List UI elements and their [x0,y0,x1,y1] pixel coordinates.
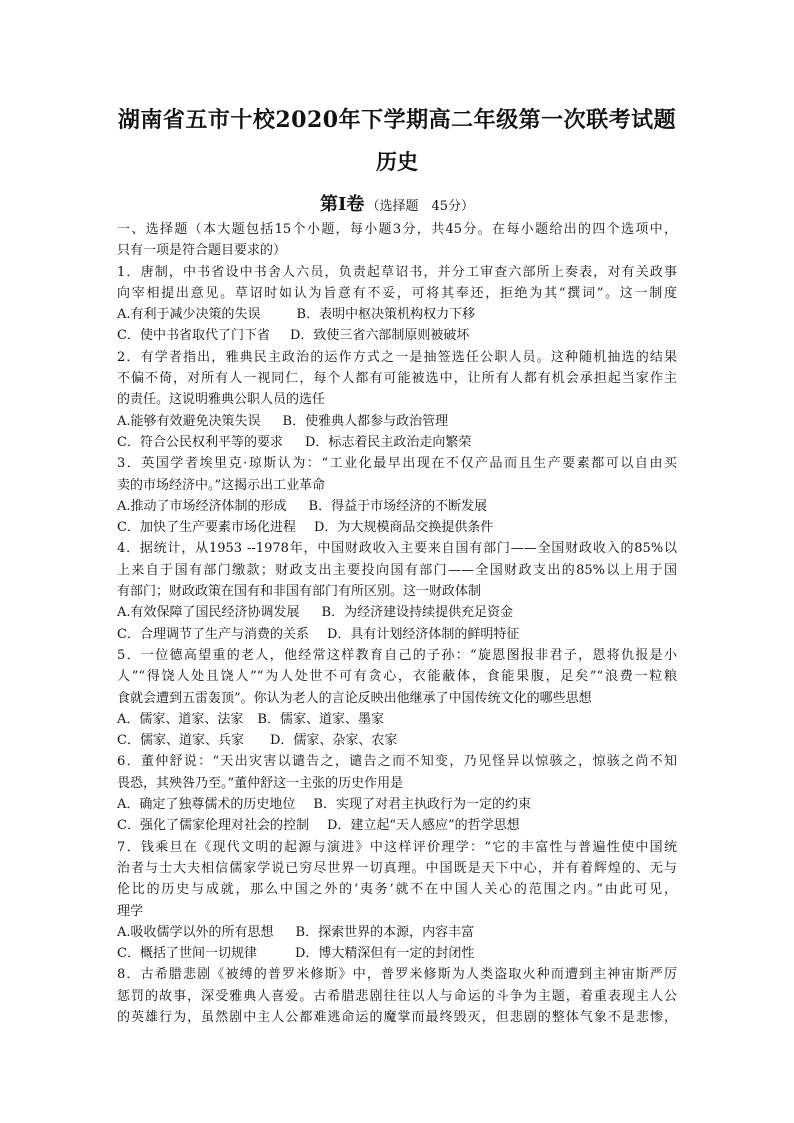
question-2-text: 的责任。这说明雅典公职人员的选任 [117,392,326,408]
question-7-options-row [117,943,677,964]
option-d: D．儒家、杂家、农家 [269,733,398,749]
question-6-options-row [117,815,677,836]
option-b: B．为经济建设持续提供充足资金 [321,605,514,621]
question-8-text: 的英雄行为，虽然剧中主人公都难逃命运的魔掌而最终毁灭，但悲剧的整体气象不是悲惨， [117,1009,677,1025]
question-2-options-row [117,432,677,453]
question-2-options-row [117,411,677,432]
option-a: A.有效保障了国民经济协调发展 [117,605,300,621]
option-c: C．强化了儒家伦理对社会的控制 [117,818,309,834]
question-6-text: 6．董仲舒说：“天出灾害以谴告之，谴告之而不知变，乃见怪异以惊骇之，惊骇之尚不知 [117,754,677,770]
option-c: C．符合公民权利平等的要求 [117,434,283,450]
question-1-text: 向宰相提出意见。草诏时如认为旨意有不妥，可将其奉还，拒绝为其“撰词”。这一制度 [117,285,677,301]
option-b: B．探索世界的本源，内容丰富 [295,924,475,940]
question-5-text: 人”“得饶人处且饶人”“为人处世不可有贪心，衣能蔽体，食能果腹，足矣”“浪费一粒粮 [117,669,677,685]
option-d: D．具有计划经济体制的鲜明特征 [326,626,520,642]
question-7-text: 治者与士大夫相信儒家学说已穷尽世界一切真理。中国既是天下中心，并有着辉煌的、无与 [117,860,677,876]
option-c: C．儒家、道家、兵家 [117,733,244,749]
subject-title: 历史 [376,149,418,174]
question-7-options-row [117,922,677,943]
question-8-text: 8．古希腊悲剧《被缚的普罗米修斯》中，普罗米修斯为人类盗取火种而遭到主神宙斯严厉 [117,967,677,983]
question-1-options-row [117,325,677,346]
question-6-options-row [117,794,677,815]
question-5-options-row [117,709,677,730]
question-4-text: 上来自于国有部门缴款；财政支出主要投向国有部门——全国财政支出的85%以上用于国 [117,562,677,578]
option-a: A．儒家、道家、法家 [117,711,244,727]
question-3-options-row [117,496,677,517]
option-c: C．合理调节了生产与消费的关系 [117,626,309,642]
option-c: C．加快了生产要素市场化进程 [117,520,296,536]
question-4-text: 4．据统计，从1953 --1978年，中国财政收入主要来自国有部门——全国财政收入的85%以 [117,541,677,557]
option-d: D．为大规模商品交换提供条件 [313,520,494,536]
question-7-text: 理学 [117,903,144,919]
option-b: B．实现了对君主执政行为一定的约束 [313,797,531,813]
option-d: D．建立起“天人感应”的哲学思想 [326,818,520,834]
option-b: B．得益于市场经济的不断发展 [308,498,488,514]
question-2-text: 2．有学者指出，雅典民主政治的运作方式之一是抽签选任公职人员。这种随机抽选的结果 [117,349,677,365]
option-b: B．儒家、道家、墨家 [257,711,384,727]
part-label: 第Ⅰ卷 [320,194,365,215]
question-5-options-row [117,730,677,751]
option-a: A.吸收儒学以外的所有思想 [117,924,274,940]
instructions-line: 一、选择题（本大题包括15个小题，每小题3分，共45分。在每小题给出的四个选项中， [117,222,677,237]
question-2-text: 不偏不倚，对所有人一视同仁，每个人都有可能被选中，让所有人都有机会承担起当家作主 [117,371,677,387]
question-7-text: 伦比的历史与成就，那么中国之外的‘夷务’就不在中国人关心的范围之内。”由此可见， [117,882,677,898]
question-6-text: 畏恐，其殃咎乃至。”董仲舒这一主张的历史作用是 [117,775,404,791]
question-1-text: 1．唐制，中书省设中书舍人六员，负责起草诏书，并分工审查六部所上奏表，对有关政事 [117,264,677,280]
option-d: D．博大精深但有一定的封闭性 [294,946,475,962]
option-b: B．使雅典人都参与政治管理 [282,413,449,429]
part-heading [0,190,794,216]
question-8-text: 惩罚的故事，深受雅典人喜爱。古希腊悲剧往往以人与命运的斗争为主题，着重表现主人公 [117,988,677,1004]
option-b: B．表明中枢决策机构权力下移 [296,307,476,323]
question-3-text: 3．英国学者埃里克·琼斯认为：“工业化最早出现在不仅产品而且生产要素都可以自由买 [117,456,677,472]
option-a: A．确定了独尊儒术的历史地位 [117,797,296,813]
question-4-options-row [117,602,677,623]
option-c: C．使中书省取代了门下省 [117,328,270,344]
option-d: D．标志着民主政治走向繁荣 [304,434,472,450]
exam-body [117,219,677,1028]
question-1-options-row [117,304,677,325]
question-5-text: 食就会遭到五雷轰顶”。你认为老人的言论反映出他继承了中国传统文化的哪些思想 [117,690,592,706]
question-7-text: 7．钱乘旦在《现代文明的起源与演进》中这样评价理学：“它的丰富性与普遍性使中国统 [117,839,677,855]
option-a: A.有利于减少决策的失误 [117,307,261,323]
question-4-text: 有部门；财政政策在国有和非国有部门有所区别。这一财政体制 [117,584,482,600]
question-5-text: 5．一位德高望重的老人，他经常这样教育自己的子孙：“旋恩图报非君子，恩将仇报是小 [117,647,677,663]
part-note: （选择题 45分） [366,199,474,214]
option-c: C．概括了世间一切规律 [117,946,257,962]
option-a: A.能够有效避免决策失误 [117,413,261,429]
question-4-options-row [117,624,677,645]
question-3-options-row [117,517,677,538]
option-d: D．致使三省六部制原则被破坏 [289,328,470,344]
exam-title: 湖南省五市十校2020年下学期高二年级第一次联考试题 [117,107,677,133]
option-a: A.推动了市场经济体制的形成 [117,498,287,514]
question-3-text: 卖的市场经济中。”这揭示出工业革命 [117,477,326,493]
instructions-line: 只有一项是符合题目要求的） [117,243,287,259]
